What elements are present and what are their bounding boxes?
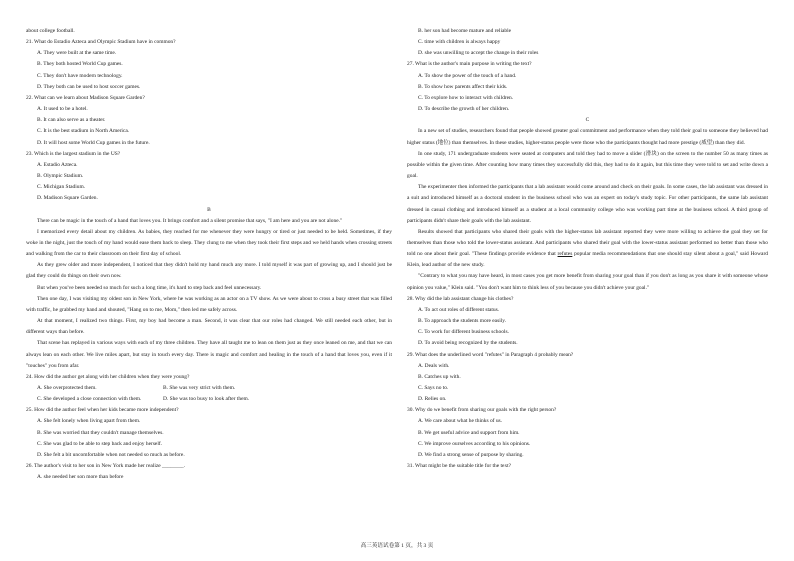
option: C. Says no to. bbox=[418, 385, 449, 391]
option: C. Michigan Stadium. bbox=[37, 184, 86, 191]
question-23: 23. Which is the largest stadium in the US? bbox=[26, 150, 121, 157]
option-row bbox=[26, 394, 392, 405]
option: D. We find a strong sense of purpose by sharing. bbox=[418, 451, 524, 458]
question-25: 25. How did the author feel when her kids became more independent? bbox=[26, 407, 179, 414]
option: C. She developed a close connection with them. bbox=[37, 396, 142, 403]
option: D. They both can be used to host soccer games. bbox=[37, 83, 141, 90]
option: A. To act out roles of different status. bbox=[418, 306, 500, 313]
right-column bbox=[407, 26, 768, 472]
passage-paragraph: That scene has replayed in various ways with each of my three children. They have all taught me to lean on them just as they once leaned on me, and that we can always lean on each other. We live miles apart, but stay in touch every day. There is magic and comfort and healing in the touch of a hand that loves you, even if it "touches" you from afar. bbox=[26, 340, 392, 369]
option: B. Olympic Stadium. bbox=[37, 173, 84, 180]
option: A. Deals with. bbox=[418, 362, 450, 369]
passage-paragraph: But when you've been needed so much for such a long time, it's hard to step back and feel unnecessary. bbox=[37, 284, 262, 291]
passage-paragraph: In one study, 171 undergraduate students were seated at computers and told they had to move a slider (滑块) on the screen to the number 50 as many times as possible within the given time. After counting how many times they successfully did this, they had to do it again, but this time they were told to set and write down a goal. bbox=[407, 150, 768, 180]
option: D. She was too busy to look after them. bbox=[163, 396, 250, 403]
option: C. To work for different business schools. bbox=[418, 329, 509, 336]
option: A. She felt lonely when living apart from them. bbox=[37, 418, 141, 425]
question-28: 28. Why did the lab assistant change his clothes? bbox=[407, 295, 514, 302]
underlined-word: refutes bbox=[557, 251, 573, 258]
option: C. She was glad to be able to step back and enjoy herself. bbox=[37, 440, 163, 447]
option: B. To approach the students more easily. bbox=[418, 318, 506, 325]
question-21: 21. What do Estadio Azteca and Olympic Stadium have in common? bbox=[26, 39, 176, 46]
question-24: 24. How did the author get along with her children when they were young? bbox=[26, 373, 190, 380]
passage-paragraph: As they grew older and more independent, I noticed that they didn't hold my hand much any more. I told myself it was part of growing up, and I should just be glad they could do things on their own now. bbox=[26, 262, 392, 280]
passage-paragraph: Results showed that participants who shared their goals with the higher-status lab assistant reported they were more willing to achieve the goal they set for themselves than those who told the lower-status assistant. And participants who shared their goal with the lower-status assistant performed no better than those who told no one about their goal. "These findings provide evidence that refutes popular media recommendations that one should stay silent about a goal," said Howard Klein, lead author of the new study. bbox=[407, 228, 769, 269]
option: C. It is the best stadium in North America. bbox=[37, 128, 130, 135]
option: B. Catches up with. bbox=[418, 373, 461, 380]
passage-paragraph: In a new set of studies, researchers found that people showed greater goal commitment and performance when they told their goal to someone they believed had higher status (地位) than themselves. In these studies, higher-status people were those who the participants thought had more prestige (威望) than they did. bbox=[407, 128, 768, 146]
option: B. To show how parents affect their kids. bbox=[418, 83, 508, 90]
passage-paragraph: Then one day, I was visiting my oldest son in New York, where he was working as an actor on a TV show. As we were about to cross a busy street that was filled with traffic, he grabbed my hand and shouted, "Hang on to me, Mom," then led me safely across. bbox=[26, 295, 392, 313]
section-heading-b: B bbox=[207, 206, 211, 213]
option: B. She was worried that they couldn't manage themselves. bbox=[37, 429, 164, 436]
option: D. To describe the growth of her children. bbox=[418, 106, 510, 113]
section-heading-c: C bbox=[585, 117, 590, 124]
top-line: about college football. bbox=[26, 28, 75, 34]
option: C. They don't have modern technology. bbox=[37, 72, 123, 79]
option: B. We get useful advice and support from him. bbox=[418, 429, 520, 436]
option: D. To avoid being recognized by the students. bbox=[418, 340, 518, 347]
question-30: 30. Why do we benefit from sharing our goals with the right person? bbox=[407, 407, 557, 414]
option-row bbox=[26, 383, 392, 394]
option: A. They were built at the same time. bbox=[37, 50, 117, 57]
question-27: 27. What is the author's main purpose in writing the text? bbox=[407, 61, 532, 68]
option: A. It used to be a hotel. bbox=[37, 106, 88, 113]
passage-paragraph: The experimenter then informed the participants that a lab assistant would come around and check on their goals. In some cases, the lab assistant was dressed in a suit and introduced himself as a doctoral student in the business school who was an expert on today's study topic. For other participants, the same lab assistant dressed in casual clothing and introduced himself as a student at a local community college who was working part time at the business school. A third group of participants didn't share their goals with the lab assistant. bbox=[407, 184, 768, 224]
option: A. She overprotected them. bbox=[37, 385, 97, 391]
option: C. To explore how to interact with children. bbox=[418, 94, 514, 101]
question-26: 26. The author's visit to her son in New York made her realize ________. bbox=[26, 463, 186, 470]
option: B. her son had become mature and reliable bbox=[418, 28, 512, 34]
option: B. It can also serve as a theater. bbox=[37, 117, 106, 124]
option: A. We care about what he thinks of us. bbox=[418, 418, 503, 425]
question-31: 31. What might be the suitable title for the text? bbox=[407, 463, 512, 470]
option: D. Madison Square Garden. bbox=[37, 195, 98, 202]
option: A. Estadio Azteca. bbox=[37, 161, 78, 168]
left-column bbox=[26, 26, 392, 483]
option: C. time with children is always happy bbox=[418, 39, 501, 46]
option: D. It will host some World Cup games in the future. bbox=[37, 139, 150, 146]
option: D. she was unwilling to accept the change in their roles bbox=[418, 50, 539, 57]
option: B. They both hosted World Cup games. bbox=[37, 61, 123, 68]
passage-paragraph: There can be magic in the touch of a hand that loves you. It brings comfort and a silent promise that says, "I am here and you are not alone." bbox=[37, 217, 343, 224]
page-footer: 高三英语试卷第 1 页，共 3 页 bbox=[360, 543, 434, 549]
question-29: 29. What does the underlined word "refutes" in Paragraph 4 probably mean? bbox=[407, 351, 574, 358]
question-22: 22. What can we learn about Madison Square Garden? bbox=[26, 94, 145, 101]
option: D. She felt a bit uncomfortable when not needed so much as before. bbox=[37, 451, 185, 458]
option: D. Relies on. bbox=[418, 396, 447, 403]
option: A. To show the power of the touch of a hand. bbox=[418, 72, 517, 79]
passage-paragraph: At that moment, I realized two things. First, my boy had become a man. Second, it was clear that our roles had changed. We still needed each other, but in different ways than before. bbox=[26, 318, 392, 336]
option: A. she needed her son more than before bbox=[37, 474, 124, 481]
option: C. We improve ourselves according to his opinions. bbox=[418, 440, 531, 447]
option: B. She was very strict with them. bbox=[163, 385, 236, 391]
passage-paragraph: "Contrary to what you may have heard, in most cases you get more benefit from sharing your goal than if you don't as long as you share it with someone whose opinion you value," Klein said. "You don't want him to think less of you because you didn't achieve your goal." bbox=[407, 273, 768, 291]
passage-paragraph: I memorized every detail about my children. As babies, they reached for me whenever they were hungry or tired or just needed to be held. Sometimes, if they woke in the night, just the touch of my hand would ease them back to sleep. They clung to me when they took their first steps and we held hands when crossing streets and walking from the car to their classroom on their first day of school. bbox=[26, 228, 392, 258]
